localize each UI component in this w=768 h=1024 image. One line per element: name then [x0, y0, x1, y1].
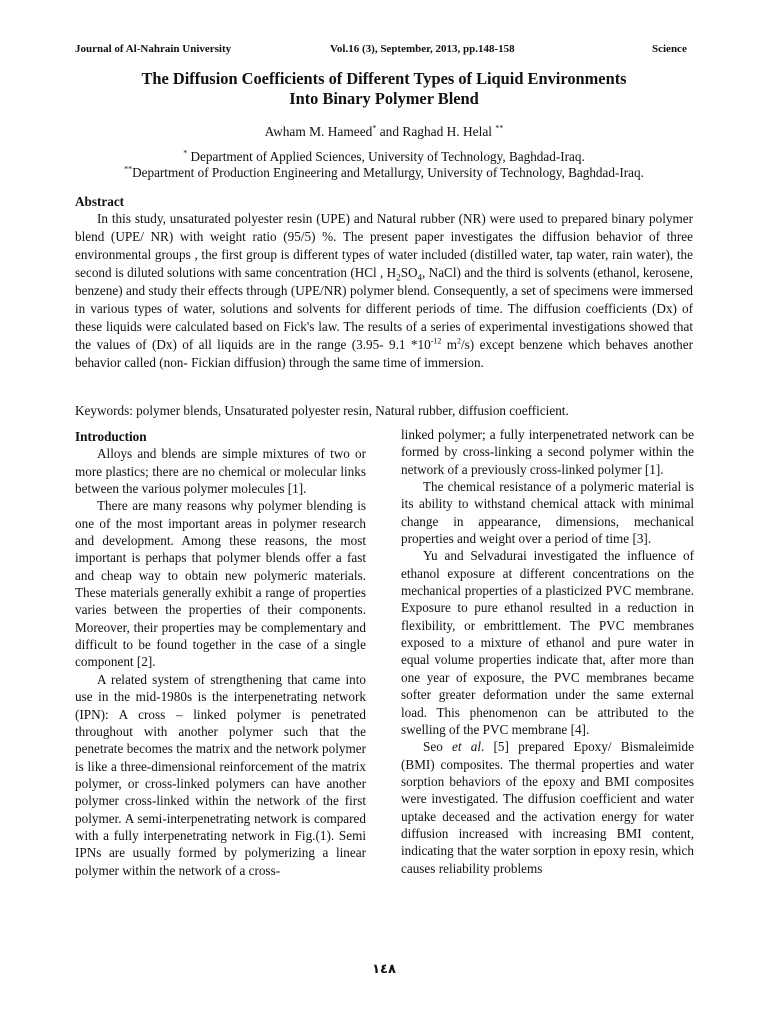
- section-label: Science: [652, 43, 687, 55]
- paragraph: The chemical resistance of a polymeric material is its ability to withstand chemical attack with minimal change in appearance, dimensions, mechanical properties and weight over a period of time [3].: [401, 479, 694, 547]
- paragraph: A related system of strengthening that came into use in the mid-1980s is the interpenetrating network (IPN): A cross – linked polymer is penetrated throughout with another polymer such that the penetrate becomes the matrix and the network polymer is like a three-dimensional reinforcement of the matrix polymer, or cross-linked polymers can have another polymer cross-linked within the network of the first polymer. A semi-interpenetrating network is compared with a fully interpenetrating network in Fig.(1). Semi IPNs are usually formed by polymerizing a linear polymer within the network of a cross-: [75, 671, 366, 878]
- paragraph: There are many reasons why polymer blending is one of the most important areas in polymer research and development. Among these reasons, the most important is perhaps that polymer blends offer a fast and cheap way to obtain new polymeric materials. These materials generally exhibit a range of properties varies between the properties of their components. Moreover, their properties may be complementary and difficult to be found together in the case of a single component [2].: [75, 498, 366, 670]
- paper-title: [60, 69, 708, 109]
- paragraph: linked polymer; a fully interpenetrated network can be formed by cross-linking a second polymer within the network of a previously cross-linked polymer [1].: [401, 427, 694, 477]
- page-number: ١٤٨: [372, 962, 396, 977]
- volume-info: Vol.16 (3), September, 2013, pp.148-158: [330, 43, 515, 55]
- affiliation-2-text: Department of Production Engineering and Metallurgy, University of Technology, Baghdad-Iraq.: [132, 165, 644, 180]
- seo-text: . [5] prepared Epoxy/ Bismaleimide (BMI) composites. The thermal properties and water sorption behaviors of the epoxy and BMI composites were investigated. The diffusion coefficient and water uptake deceased and the activation energy for water diffusion increased with increasing BMI content, indicating that the water sorption in epoxy resin, which causes reliability problems: [401, 739, 694, 876]
- affiliation-1: [60, 149, 708, 165]
- abstract-text: [75, 210, 693, 372]
- author-2: Raghad H. Helal: [402, 124, 496, 139]
- title-line-1: The Diffusion Coefficients of Different Types of Liquid Environments: [141, 69, 627, 88]
- paragraph: Yu and Selvadurai investigated the influence of ethanol exposure at different concentrations on the mechanical properties of a plasticized PVC membrane. Exposure to pure ethanol resulted in a reduction in flexibility, or embrittlement. The PVC membranes exposed to a mixture of ethanol and pure water in equal volume properties indicate that, after more than one year of exposure, the PVC membranes became softer greater deformation under the same external load. This phenomenon can be attributed to the swelling of the PVC membrane [4].: [401, 548, 694, 737]
- affiliation-1-text: Department of Applied Sciences, University of Technology, Baghdad-Iraq.: [187, 149, 585, 164]
- journal-name: Journal of Al-Nahrain University: [75, 43, 232, 55]
- exponent-2: 2: [457, 336, 462, 346]
- keywords: Keywords: polymer blends, Unsaturated polyester resin, Natural rubber, diffusion coefficient.: [75, 403, 569, 418]
- title-line-2: Into Binary Polymer Blend: [289, 89, 479, 108]
- affiliation-1-mark: *: [183, 148, 188, 158]
- author-2-mark: **: [495, 123, 504, 133]
- author-1: Awham M. Hameed: [264, 124, 373, 139]
- abstract-part-3: , NaCl) and the third is solvents (ethanol, kerosene, benzene) and study their effects through (UPE/NR) polymer blend. Consequently, a set of specimens were immersed in various types of water, solutions and solvents for different periods of time. The diffusion coefficients (Dx) of these liquids were calculated based on Fick's law. The results of a series of experimental investigations showed that the values of (Dx) of all liquids are in the range (3.95- 9.1 *10: [75, 265, 693, 352]
- subscript-4: 4: [417, 272, 423, 283]
- paragraph: Alloys and blends are simple mixtures of two or more plastics; there are no chemical or molecular links between the various polymer molecules [1].: [75, 446, 366, 497]
- affiliation-2: [60, 165, 708, 181]
- et-al: et al: [452, 739, 481, 755]
- exponent-12: -12: [430, 336, 442, 346]
- author-1-mark: *: [372, 123, 377, 133]
- paragraph-seo: [401, 738, 694, 877]
- affiliation-2-mark: **: [124, 164, 133, 174]
- abstract-part-5: /s) except benzene which behaves another behavior called (non- Fickian diffusion) through the same time of immersion.: [75, 337, 693, 370]
- authors: [60, 124, 708, 140]
- abstract-part-4: m: [441, 337, 458, 352]
- left-column: [75, 428, 366, 879]
- abstract-part-2: SO: [400, 265, 418, 280]
- introduction-heading: Introduction: [75, 429, 147, 444]
- right-column: [401, 426, 694, 877]
- abstract-part-1: In this study, unsaturated polyester resin (UPE) and Natural rubber (NR) were used to prepared binary polymer blend (UPE/ NR) with weight ratio (95/5) %. The present paper investigates the diffusion behavior of three environmental groups , the first group is different types of water included (distilled water, tap water, rain water), the second is diluted solutions with same concentration (HCl , H: [75, 211, 693, 280]
- abstract-heading: Abstract: [75, 194, 125, 209]
- seo-author: Seo: [423, 739, 452, 755]
- subscript-2: 2: [396, 272, 401, 283]
- author-connector: and: [376, 124, 403, 139]
